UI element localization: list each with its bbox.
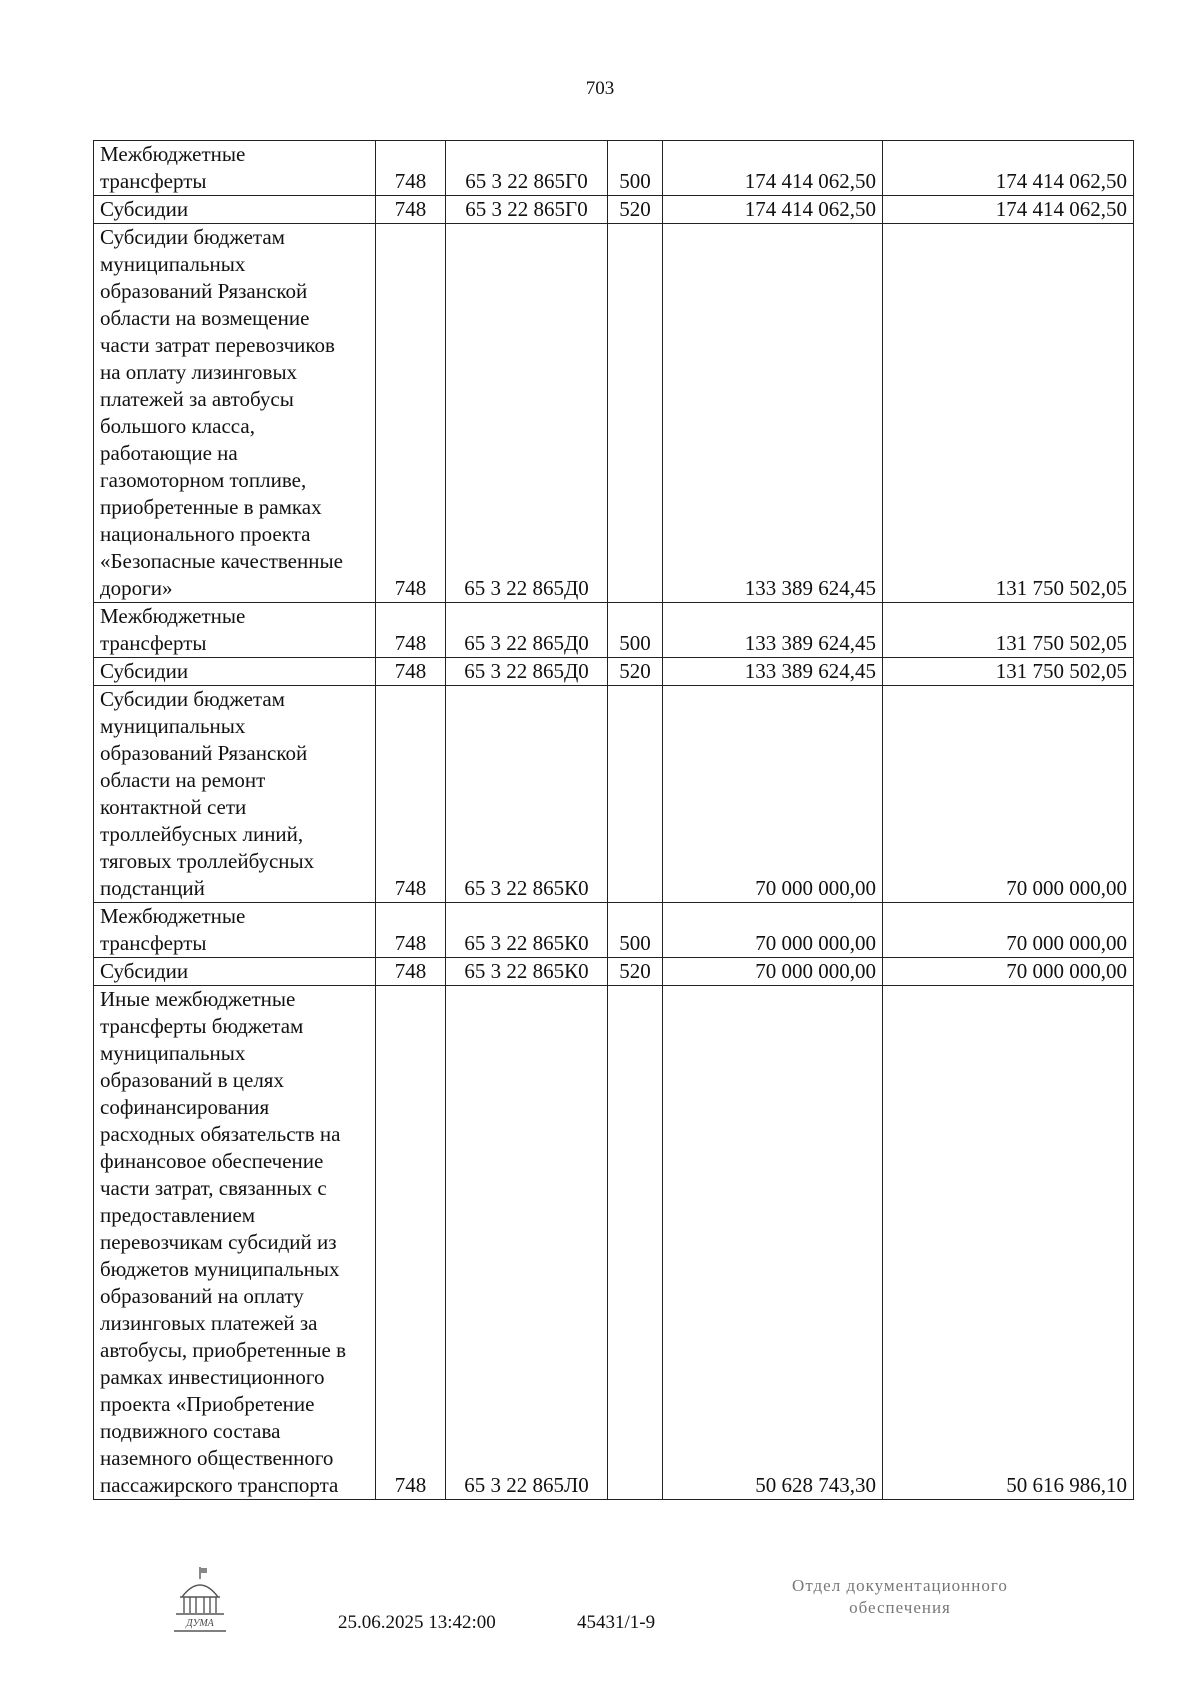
amount-year2-cell: 174 414 062,50 (883, 141, 1134, 196)
amount-year1-cell: 174 414 062,50 (663, 141, 883, 196)
dept-code-cell: 748 (376, 986, 446, 1500)
amount-year1-cell: 133 389 624,45 (663, 603, 883, 658)
target-article-cell: 65 3 22 865К0 (446, 903, 608, 958)
table-row (94, 903, 1134, 958)
expense-type-cell: 520 (608, 658, 663, 686)
table-row (94, 658, 1134, 686)
amount-year1-cell: 174 414 062,50 (663, 196, 883, 224)
amount-year2-cell: 131 750 502,05 (883, 224, 1134, 603)
dept-code-cell: 748 (376, 903, 446, 958)
duma-building-icon (170, 1565, 230, 1637)
expense-type-cell: 520 (608, 958, 663, 986)
amount-year2-cell: 70 000 000,00 (883, 686, 1134, 903)
row-name-cell: Субсидии (94, 658, 376, 686)
expense-type-cell (608, 224, 663, 603)
dept-code-cell: 748 (376, 196, 446, 224)
dept-code-cell: 748 (376, 141, 446, 196)
table-row (94, 958, 1134, 986)
department-stamp-text: Отдел документационного обеспечения (792, 1576, 1008, 1617)
dept-code-cell: 748 (376, 958, 446, 986)
amount-year1-cell: 133 389 624,45 (663, 224, 883, 603)
amount-year1-cell: 50 628 743,30 (663, 986, 883, 1500)
expense-type-cell: 500 (608, 603, 663, 658)
target-article-cell: 65 3 22 865Д0 (446, 603, 608, 658)
registration-date: 25.06.2025 13:42:00 (338, 1612, 496, 1633)
target-article-cell: 65 3 22 865Д0 (446, 224, 608, 603)
target-article-cell: 65 3 22 865Г0 (446, 196, 608, 224)
page-number: 703 (585, 78, 615, 99)
dept-code-cell: 748 (376, 224, 446, 603)
table-row (94, 224, 1134, 603)
footer (0, 1576, 1200, 1675)
amount-year2-cell: 70 000 000,00 (883, 958, 1134, 986)
row-name-cell: Иные межбюджетные трансферты бюджетам муниципальных образований в целях софинансирования расходных обязательств на финансовое обеспечение части затрат, связанных с предоставлением перевозчикам субсидий из бюджетов муниципальных образований на оплату лизинговых платежей за автобусы, приобретенные в рамках инвестиционного проекта «Приобретение подвижного состава наземного общественного пассажирского транспорта (94, 986, 376, 1500)
amount-year1-cell: 70 000 000,00 (663, 903, 883, 958)
amount-year2-cell: 174 414 062,50 (883, 196, 1134, 224)
table-row (94, 603, 1134, 658)
amount-year2-cell: 131 750 502,05 (883, 658, 1134, 686)
table-row (94, 196, 1134, 224)
expense-type-cell (608, 686, 663, 903)
budget-table (93, 140, 1134, 1500)
expense-type-cell: 500 (608, 141, 663, 196)
row-name-cell: Субсидии бюджетам муниципальных образований Рязанской области на возмещение части затрат перевозчиков на оплату лизинговых платежей за автобусы большого класса, работающие на газомоторном топливе, приобретенные в рамках национального проекта «Безопасные качественные дороги» (94, 224, 376, 603)
amount-year2-cell: 50 616 986,10 (883, 986, 1134, 1500)
row-name-cell: Субсидии (94, 196, 376, 224)
row-name-cell: Субсидии бюджетам муниципальных образований Рязанской области на ремонт контактной сети троллейбусных линий, тяговых троллейбусных подстанций (94, 686, 376, 903)
expense-type-cell: 520 (608, 196, 663, 224)
amount-year1-cell: 133 389 624,45 (663, 658, 883, 686)
target-article-cell: 65 3 22 865К0 (446, 958, 608, 986)
target-article-cell: 65 3 22 865Л0 (446, 986, 608, 1500)
row-name-cell: Межбюджетные трансферты (94, 603, 376, 658)
dept-code-cell: 748 (376, 686, 446, 903)
department-stamp (740, 1575, 1060, 1619)
expense-type-cell: 500 (608, 903, 663, 958)
dept-code-cell: 748 (376, 658, 446, 686)
dept-code-cell: 748 (376, 603, 446, 658)
row-name-cell: Межбюджетные трансферты (94, 903, 376, 958)
amount-year2-cell: 70 000 000,00 (883, 903, 1134, 958)
expense-type-cell (608, 986, 663, 1500)
row-name-cell: Субсидии (94, 958, 376, 986)
amount-year2-cell: 131 750 502,05 (883, 603, 1134, 658)
amount-year1-cell: 70 000 000,00 (663, 686, 883, 903)
table-row (94, 141, 1134, 196)
table-row (94, 986, 1134, 1500)
logo-text: ДУМА (186, 1618, 214, 1629)
registration-number: 45431/1-9 (577, 1612, 656, 1633)
row-name-cell: Межбюджетные трансферты (94, 141, 376, 196)
amount-year1-cell: 70 000 000,00 (663, 958, 883, 986)
target-article-cell: 65 3 22 865К0 (446, 686, 608, 903)
target-article-cell: 65 3 22 865Д0 (446, 658, 608, 686)
target-article-cell: 65 3 22 865Г0 (446, 141, 608, 196)
table-row (94, 686, 1134, 903)
